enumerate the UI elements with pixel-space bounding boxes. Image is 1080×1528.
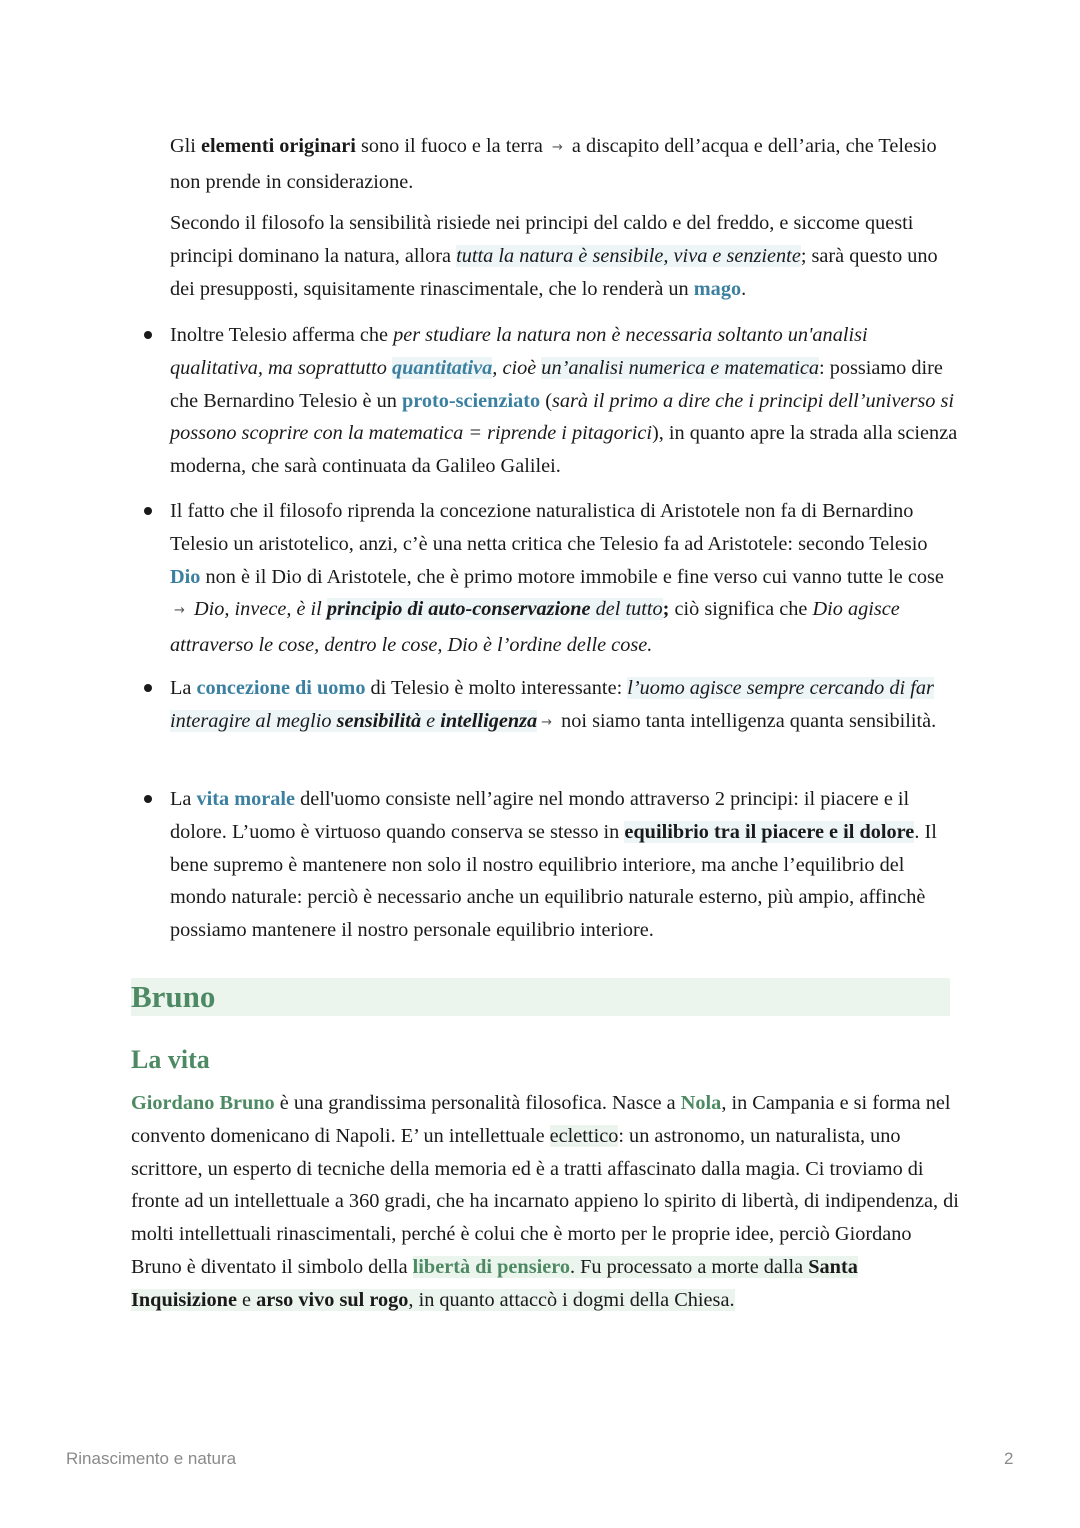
text: ), in quanto apre la strada alla scienza moderna, che sarà continuata da Galileo Galilei.: [170, 422, 958, 478]
italic-text: sarà il primo a dire che i principi dell’universo si possono scoprire con la matematica = riprende i pitagorici: [170, 389, 954, 445]
text: , in Campania e si forma nel convento domenicano di Napoli. E’ un intellettuale: [131, 1092, 951, 1147]
highlight-italic: tutta la natura è sensibile, viva e senziente: [456, 244, 801, 267]
section-heading-bruno: Bruno: [131, 979, 216, 1014]
keyword-vita-morale: vita morale: [196, 788, 296, 810]
text: noi siamo tanta intelligenza quanta sensibilità.: [556, 709, 937, 732]
text: : un astronomo, un naturalista, uno scrittore, un esperto di tecniche della memoria ed è a tratti affascinato dalla magia. Ci troviamo di fronte ad un intellettuale a 360 gradi, che ha incarnato appieno lo spirito di libertà, di indipendenza, di molti intellettuali rinascimentali, perché è colui che è morto per le proprie idee, perciò Giordano Bruno è diventato il simbolo della: [131, 1124, 959, 1278]
text: ciò significa che: [669, 598, 813, 621]
bold-term: elementi originari: [201, 135, 356, 157]
bold-italic-term: sensibilità: [336, 709, 422, 732]
bullet-item-vita-morale: [170, 783, 960, 947]
text: Il fatto che il filosofo riprenda la concezione naturalistica di Aristotele non fa di Bernardino Telesio un aristotelico, anzi, c’è una netta critica che Telesio fa ad Aristotele: secondo Telesio: [170, 500, 928, 555]
text: ; sarà questo uno dei presupposti, squisitamente rinascimentale, che lo renderà un: [170, 244, 938, 300]
bold-santa-inquisizione: Santa Inquisizione: [131, 1255, 858, 1311]
text: sono il fuoco e la terra: [355, 135, 548, 157]
italic-text: Dio agisce attraverso le cose, dentro le cose, Dio è l’ordine delle cose.: [170, 598, 900, 657]
keyword-giordano-bruno: Giordano Bruno: [131, 1092, 275, 1114]
keyword-quantitativa: quantitativa: [391, 356, 493, 379]
italic-text: per studiare la natura non è necessaria soltanto un'analisi qualitativa, ma soprattutto: [170, 324, 868, 379]
bullet-item-dio: [170, 495, 960, 662]
highlight-italic: l’uomo agisce sempre cercando di far interagire al meglio: [170, 677, 934, 732]
highlight-italic: e: [421, 709, 441, 732]
text: dell'uomo consiste nell’agire nel mondo attraverso 2 principi: il piacere e il dolore. L’uomo è virtuoso quando conserva se stesso in: [170, 788, 910, 843]
keyword-concezione-uomo: concezione di uomo: [196, 677, 366, 699]
keyword-liberta-pensiero: libertà di pensiero: [412, 1255, 571, 1278]
heading-band: [131, 978, 950, 1016]
keyword-dio: Dio: [170, 565, 201, 588]
bullet-item-uomo: [170, 672, 960, 741]
bullet-item-quantitativa: [170, 319, 960, 483]
text: (: [540, 389, 552, 412]
paragraph-sensibilita: [170, 207, 960, 305]
highlight-eclettico: eclettico: [549, 1124, 619, 1147]
keyword-mago: mago: [693, 277, 742, 300]
bold-highlight: equilibrio tra il piacere e il dolore: [624, 820, 915, 843]
subsection-heading-vita: La vita: [131, 1045, 210, 1074]
text: .: [741, 277, 747, 300]
text: La: [170, 677, 197, 699]
italic-text: Dio, invece, è il: [188, 598, 327, 621]
text: Inoltre Telesio afferma che: [170, 324, 394, 346]
text: La: [170, 788, 197, 810]
footer-title: Rinascimento e natura: [66, 1449, 237, 1468]
keyword-nola: Nola: [680, 1092, 722, 1114]
arrow-icon: →: [551, 140, 563, 155]
text: : possiamo dire che Bernardino Telesio è un: [170, 356, 943, 412]
paragraph-elementi: [170, 130, 960, 199]
bullet-icon: [144, 795, 152, 803]
bold-italic-term: principio di auto-conservazione: [326, 598, 591, 621]
keyword-proto-scienziato: proto-scienziato: [401, 389, 541, 412]
bold-italic-term: intelligenza: [440, 709, 538, 732]
highlight-italic: un’analisi numerica e matematica: [541, 356, 819, 379]
text: è una grandissima personalità filosofica. Nasce a: [274, 1092, 681, 1114]
bullet-icon: [144, 684, 152, 692]
text: Gli: [170, 135, 201, 157]
page-number: 2: [1004, 1449, 1014, 1468]
text: . Il bene supremo è mantenere non solo il nostro equilibrio interiore, ma anche l’equilibrio del mondo naturale: perciò è necessario anche un equilibrio naturale esterno, più ampio, affinchè possiamo mantenere il nostro personale equilibrio interiore.: [170, 820, 937, 942]
arrow-icon: →: [541, 714, 553, 730]
paragraph-bruno-vita: [131, 1087, 961, 1317]
arrow-icon: →: [174, 603, 185, 619]
italic-text: , cioè: [492, 356, 542, 379]
text: non è il Dio di Aristotele, che è primo motore immobile e fine verso cui vanno tutte le cose: [200, 565, 944, 588]
bold-arso-vivo: arso vivo sul rogo: [256, 1288, 409, 1311]
highlight-text: . Fu processato a morte dalla: [570, 1255, 809, 1278]
bullet-icon: [144, 507, 152, 515]
bold-text: ;: [662, 598, 670, 621]
highlight-text: e: [236, 1288, 257, 1311]
text: Secondo il filosofo la sensibilità risiede nei principi del caldo e del freddo, e siccome questi principi dominano la natura, allora: [170, 212, 914, 267]
bullet-icon: [144, 331, 152, 339]
text: a discapito dell’acqua e dell’aria, che Telesio non prende in considerazione.: [170, 135, 937, 193]
text: di Telesio è molto interessante:: [365, 677, 628, 699]
highlight-italic: del tutto: [590, 598, 663, 621]
highlight-text: , in quanto attaccò i dogmi della Chiesa.: [408, 1288, 735, 1311]
